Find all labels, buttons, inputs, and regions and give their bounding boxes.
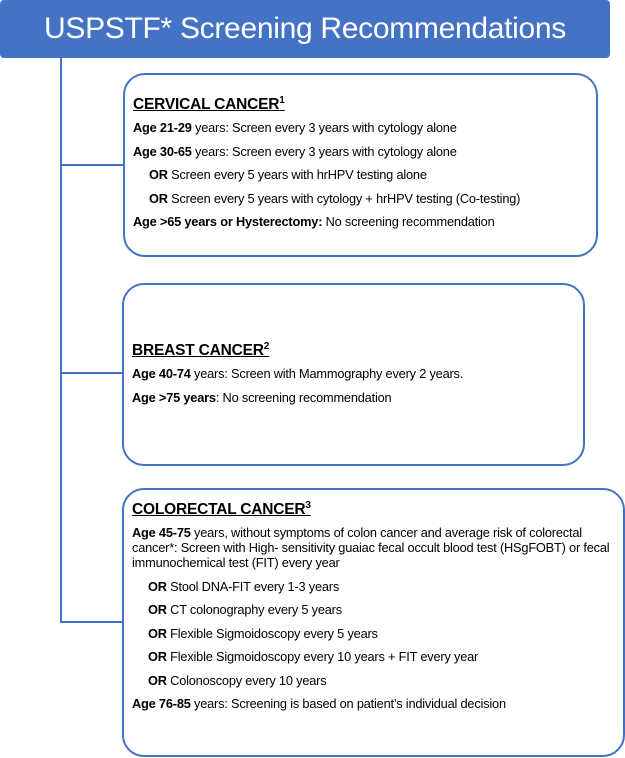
recommendation-label: OR bbox=[148, 578, 167, 594]
recommendation-label: Age 21-29 bbox=[133, 120, 192, 136]
recommendation-line bbox=[133, 167, 588, 182]
connector-cervical bbox=[60, 164, 124, 166]
recommendation-label: Age 40-74 bbox=[132, 366, 191, 382]
cervical-cancer-box bbox=[123, 73, 598, 257]
connector-trunk bbox=[60, 58, 62, 623]
recommendation-text: years: Screen every 3 years with cytology alone bbox=[191, 143, 457, 159]
recommendation-line bbox=[132, 525, 615, 570]
recommendation-line bbox=[132, 673, 615, 688]
recommendation-line bbox=[132, 626, 615, 641]
recommendation-label: OR bbox=[148, 602, 167, 618]
recommendation-label: Age >65 years or Hysterectomy: bbox=[133, 214, 323, 230]
section-heading-text: COLORECTAL CANCER bbox=[132, 501, 306, 519]
recommendation-line bbox=[132, 366, 575, 381]
recommendation-text: Flexible Sigmoidoscopy every 5 years bbox=[166, 625, 378, 641]
recommendation-text: Screen every 5 years with cytology + hrHPV testing (Co-testing) bbox=[167, 190, 521, 206]
recommendation-label: OR bbox=[148, 649, 167, 665]
recommendation-text: : No screening recommendation bbox=[215, 389, 392, 405]
recommendation-label: OR bbox=[149, 190, 168, 206]
recommendation-text: years, without symptoms of colon cancer and average risk of colorectal cancer*: Screen with High- sensitivity guaiac fecal occult blood test (HSgFOBT) or fecal immunochemical test (FIT) every year bbox=[132, 525, 610, 571]
recommendation-line bbox=[132, 649, 615, 664]
recommendation-line bbox=[133, 120, 588, 135]
colorectal-cancer-box bbox=[122, 488, 625, 757]
section-heading-text: BREAST CANCER bbox=[132, 342, 264, 360]
section-heading bbox=[132, 341, 575, 360]
breast-cancer-box bbox=[122, 283, 585, 466]
footnote-marker: 3 bbox=[305, 500, 311, 511]
connector-breast bbox=[60, 372, 124, 374]
recommendation-line bbox=[132, 390, 575, 405]
recommendation-label: Age 30-65 bbox=[133, 143, 192, 159]
recommendation-text: Stool DNA-FIT every 1-3 years bbox=[166, 578, 340, 594]
recommendation-label: Age 76-85 bbox=[132, 696, 191, 712]
section-heading bbox=[133, 95, 588, 114]
recommendation-text: Colonoscopy every 10 years bbox=[166, 672, 327, 688]
recommendation-text: CT colonography every 5 years bbox=[166, 602, 342, 618]
section-heading bbox=[132, 500, 615, 519]
recommendation-text: No screening recommendation bbox=[322, 214, 495, 230]
section-heading-text: CERVICAL CANCER bbox=[133, 96, 280, 114]
recommendation-line bbox=[132, 579, 615, 594]
recommendation-line bbox=[133, 191, 588, 206]
recommendation-line bbox=[132, 696, 615, 711]
recommendation-line bbox=[133, 144, 588, 159]
recommendation-text: Screen every 5 years with hrHPV testing alone bbox=[167, 167, 427, 183]
recommendation-text: years: Screen every 3 years with cytology alone bbox=[191, 120, 457, 136]
footnote-marker: 2 bbox=[263, 341, 270, 352]
recommendation-text: years: Screening is based on patient’s individual decision bbox=[190, 696, 506, 712]
recommendation-label: OR bbox=[148, 625, 167, 641]
diagram-title: USPSTF* Screening Recommendations bbox=[0, 0, 610, 58]
recommendation-line bbox=[133, 214, 588, 229]
connector-colorectal bbox=[60, 621, 124, 623]
recommendation-line bbox=[132, 602, 615, 617]
recommendation-text: years: Screen with Mammography every 2 years. bbox=[190, 366, 464, 382]
recommendation-label: OR bbox=[148, 672, 167, 688]
footnote-marker: 1 bbox=[279, 95, 285, 106]
recommendation-label: Age >75 years bbox=[132, 389, 216, 405]
recommendation-label: OR bbox=[149, 167, 168, 183]
recommendation-text: Flexible Sigmoidoscopy every 10 years + FIT every year bbox=[166, 649, 479, 665]
recommendation-label: Age 45-75 bbox=[132, 525, 191, 541]
